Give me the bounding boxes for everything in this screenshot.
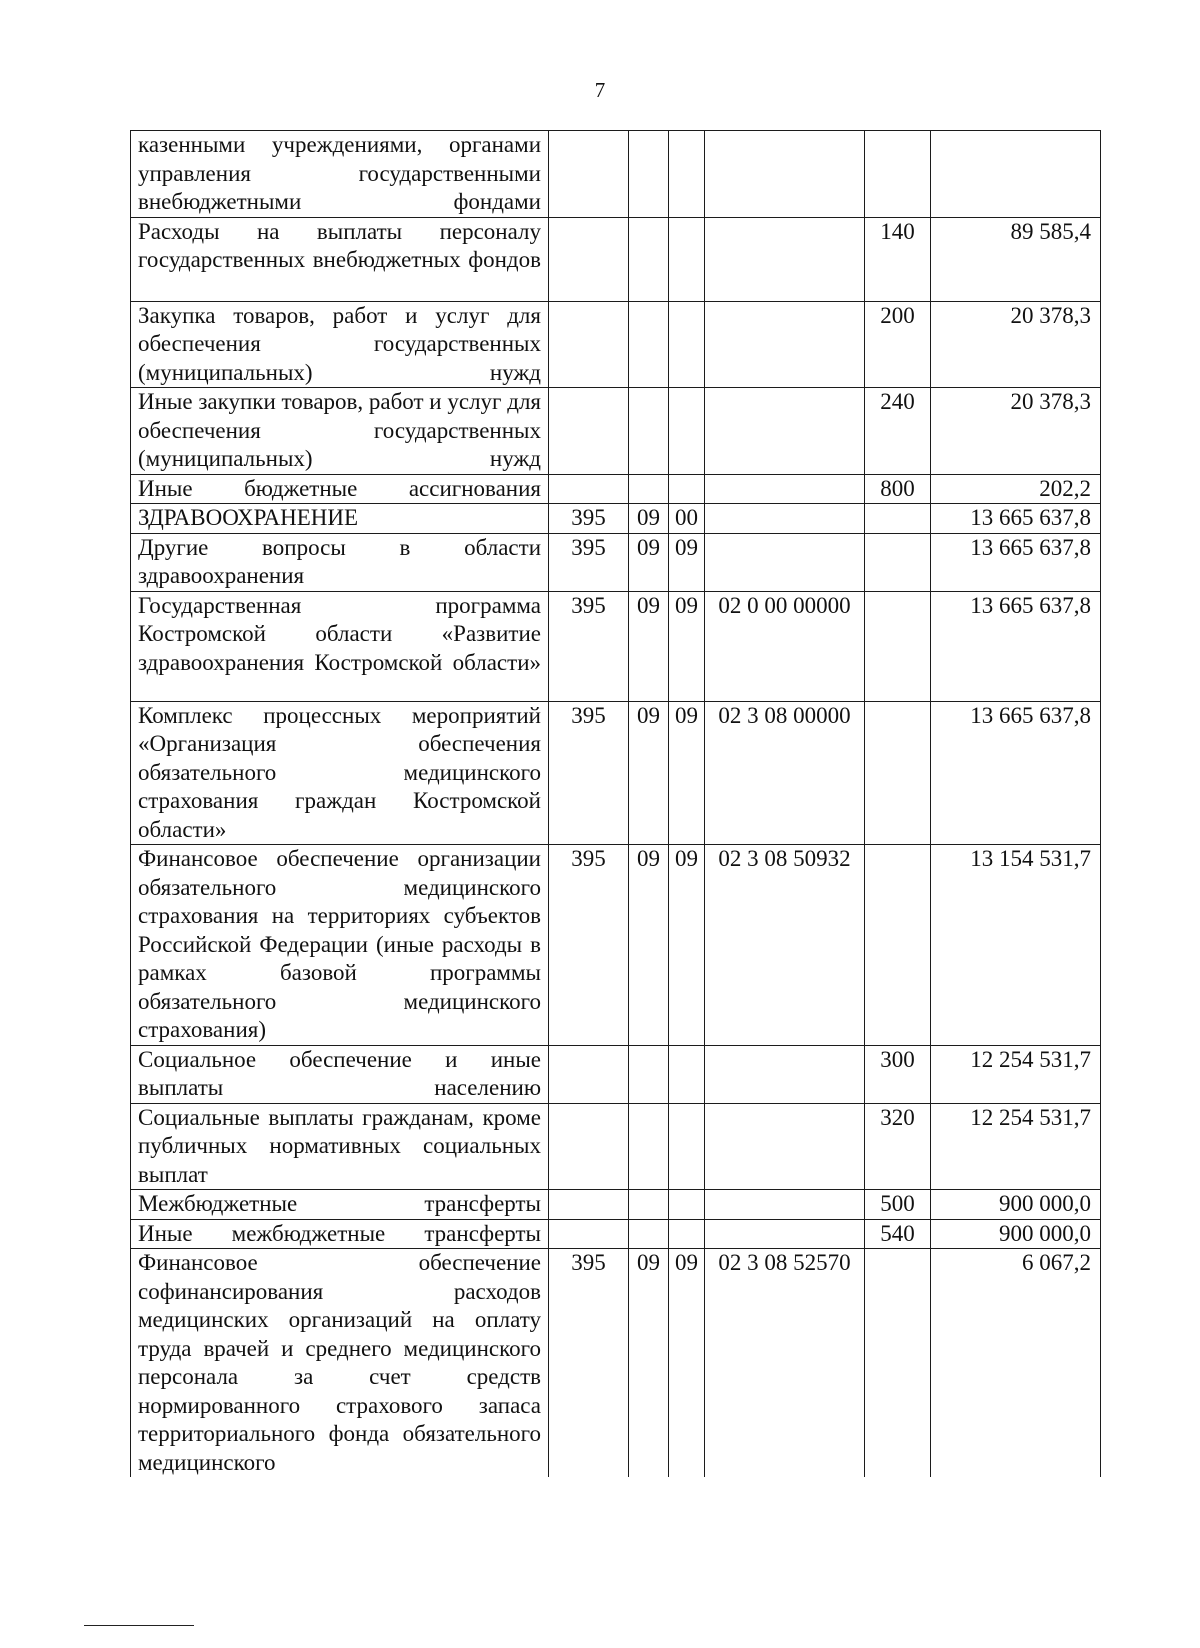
row-csr-cell xyxy=(705,1103,865,1190)
row-gr-cell: 395 xyxy=(549,504,629,534)
row-name-cell: Финансовое обеспечение организации обязательного медицинского страхования на территориях субъектов Российской Федерации (иные расходы в рамках базовой программы обязательного медицинского страхования) xyxy=(131,845,549,1046)
row-vr-cell: 200 xyxy=(865,301,931,388)
row-sum-cell: 202,2 xyxy=(931,474,1101,504)
row-name-cell: Социальное обеспечение и иные выплаты населению xyxy=(131,1045,549,1103)
row-vr-cell xyxy=(865,504,931,534)
row-gr-cell: 395 xyxy=(549,533,629,591)
row-sum-cell: 13 665 637,8 xyxy=(931,533,1101,591)
row-rz-cell xyxy=(629,1219,669,1249)
row-csr-cell: 02 3 08 52570 xyxy=(705,1249,865,1478)
row-name-cell: Межбюджетные трансферты xyxy=(131,1190,549,1220)
page-number: 7 xyxy=(594,78,606,102)
row-gr-cell: 395 xyxy=(549,591,629,701)
row-rz-cell xyxy=(629,217,669,301)
row-rz-cell xyxy=(629,1103,669,1190)
row-csr-cell xyxy=(705,533,865,591)
row-gr-cell: 395 xyxy=(549,1249,629,1478)
row-gr-cell xyxy=(549,1045,629,1103)
table-row xyxy=(131,388,1101,475)
row-rz-cell xyxy=(629,131,669,218)
row-pr-cell: 09 xyxy=(669,591,705,701)
row-rz-cell: 09 xyxy=(629,1249,669,1478)
row-csr-cell: 02 3 08 50932 xyxy=(705,845,865,1046)
row-csr-cell: 02 0 00 00000 xyxy=(705,591,865,701)
table-row xyxy=(131,1045,1101,1103)
row-sum-cell: 20 378,3 xyxy=(931,301,1101,388)
table-row xyxy=(131,301,1101,388)
row-vr-cell xyxy=(865,845,931,1046)
row-pr-cell: 09 xyxy=(669,533,705,591)
row-gr-cell: 395 xyxy=(549,845,629,1046)
row-name-cell: Расходы на выплаты персоналу государственных внебюджетных фондов xyxy=(131,217,549,301)
row-gr-cell xyxy=(549,474,629,504)
row-pr-cell xyxy=(669,1190,705,1220)
row-pr-cell: 00 xyxy=(669,504,705,534)
row-rz-cell: 09 xyxy=(629,701,669,845)
row-sum-cell: 12 254 531,7 xyxy=(931,1045,1101,1103)
row-gr-cell xyxy=(549,217,629,301)
table-row xyxy=(131,533,1101,591)
row-gr-cell xyxy=(549,131,629,218)
row-vr-cell xyxy=(865,533,931,591)
row-vr-cell: 140 xyxy=(865,217,931,301)
row-name-cell: Социальные выплаты гражданам, кроме публичных нормативных социальных выплат xyxy=(131,1103,549,1190)
row-gr-cell xyxy=(549,1219,629,1249)
row-pr-cell xyxy=(669,1219,705,1249)
row-name-cell: ЗДРАВООХРАНЕНИЕ xyxy=(131,504,549,534)
row-rz-cell: 09 xyxy=(629,845,669,1046)
row-sum-cell: 6 067,2 xyxy=(931,1249,1101,1478)
table-row xyxy=(131,1190,1101,1220)
table-row xyxy=(131,1103,1101,1190)
row-csr-cell: 02 3 08 00000 xyxy=(705,701,865,845)
table-row xyxy=(131,504,1101,534)
row-pr-cell xyxy=(669,474,705,504)
row-name-cell: Другие вопросы в области здравоохранения xyxy=(131,533,549,591)
row-rz-cell: 09 xyxy=(629,504,669,534)
table-row xyxy=(131,474,1101,504)
row-gr-cell xyxy=(549,1103,629,1190)
row-sum-cell: 13 665 637,8 xyxy=(931,591,1101,701)
row-sum-cell: 12 254 531,7 xyxy=(931,1103,1101,1190)
row-name-cell: Иные бюджетные ассигнования xyxy=(131,474,549,504)
row-csr-cell xyxy=(705,1190,865,1220)
row-pr-cell: 09 xyxy=(669,701,705,845)
row-sum-cell: 89 585,4 xyxy=(931,217,1101,301)
row-vr-cell xyxy=(865,131,931,218)
row-name-cell: казенными учреждениями, органами управления государственными внебюджетными фондами xyxy=(131,131,549,218)
row-vr-cell: 240 xyxy=(865,388,931,475)
row-gr-cell: 395 xyxy=(549,701,629,845)
table-row xyxy=(131,217,1101,301)
table-row xyxy=(131,701,1101,845)
row-csr-cell xyxy=(705,301,865,388)
row-pr-cell xyxy=(669,131,705,218)
table-row xyxy=(131,1219,1101,1249)
row-csr-cell xyxy=(705,388,865,475)
row-gr-cell xyxy=(549,301,629,388)
table-row xyxy=(131,591,1101,701)
table-row xyxy=(131,1249,1101,1478)
budget-table xyxy=(130,130,1101,1477)
row-sum-cell: 20 378,3 xyxy=(931,388,1101,475)
row-name-cell: Иные межбюджетные трансферты xyxy=(131,1219,549,1249)
row-rz-cell xyxy=(629,388,669,475)
row-csr-cell xyxy=(705,504,865,534)
row-pr-cell xyxy=(669,388,705,475)
row-sum-cell: 900 000,0 xyxy=(931,1219,1101,1249)
row-sum-cell: 13 665 637,8 xyxy=(931,701,1101,845)
row-name-cell: Финансовое обеспечение софинансирования расходов медицинских организаций на оплату труда врачей и среднего медицинского персонала за счет средств нормированного страхового запаса территориального фонда обязательного медицинского xyxy=(131,1249,549,1478)
row-gr-cell xyxy=(549,388,629,475)
row-csr-cell xyxy=(705,1219,865,1249)
row-vr-cell xyxy=(865,701,931,845)
footnote-separator-line xyxy=(84,1625,194,1626)
row-name-cell: Иные закупки товаров, работ и услуг для обеспечения государственных (муниципальных) нужд xyxy=(131,388,549,475)
row-pr-cell: 09 xyxy=(669,1249,705,1478)
row-sum-cell: 13 154 531,7 xyxy=(931,845,1101,1046)
row-sum-cell: 900 000,0 xyxy=(931,1190,1101,1220)
row-rz-cell xyxy=(629,301,669,388)
row-rz-cell xyxy=(629,474,669,504)
row-pr-cell xyxy=(669,301,705,388)
row-rz-cell xyxy=(629,1190,669,1220)
row-sum-cell xyxy=(931,131,1101,218)
row-rz-cell: 09 xyxy=(629,591,669,701)
row-csr-cell xyxy=(705,474,865,504)
row-vr-cell: 300 xyxy=(865,1045,931,1103)
row-sum-cell: 13 665 637,8 xyxy=(931,504,1101,534)
row-csr-cell xyxy=(705,131,865,218)
row-rz-cell: 09 xyxy=(629,533,669,591)
row-name-cell: Закупка товаров, работ и услуг для обеспечения государственных (муниципальных) нужд xyxy=(131,301,549,388)
row-pr-cell xyxy=(669,1103,705,1190)
row-gr-cell xyxy=(549,1190,629,1220)
row-pr-cell xyxy=(669,217,705,301)
row-name-cell: Государственная программа Костромской области «Развитие здравоохранения Костромской области» xyxy=(131,591,549,701)
row-pr-cell: 09 xyxy=(669,845,705,1046)
row-vr-cell: 320 xyxy=(865,1103,931,1190)
table-row xyxy=(131,131,1101,218)
row-csr-cell xyxy=(705,1045,865,1103)
row-pr-cell xyxy=(669,1045,705,1103)
row-vr-cell xyxy=(865,1249,931,1478)
row-rz-cell xyxy=(629,1045,669,1103)
row-vr-cell: 540 xyxy=(865,1219,931,1249)
row-name-cell: Комплекс процессных мероприятий «Организация обеспечения обязательного медицинского страхования граждан Костромской области» xyxy=(131,701,549,845)
table-row xyxy=(131,845,1101,1046)
row-vr-cell: 800 xyxy=(865,474,931,504)
row-csr-cell xyxy=(705,217,865,301)
row-vr-cell: 500 xyxy=(865,1190,931,1220)
row-vr-cell xyxy=(865,591,931,701)
